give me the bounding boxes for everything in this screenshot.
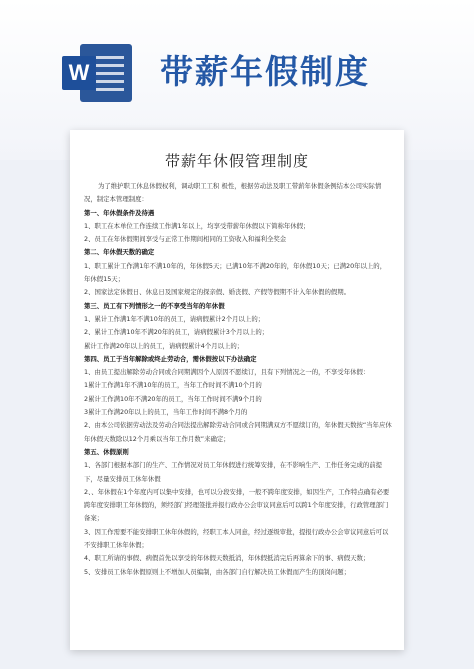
paragraph: 2、、年休假在1个年度内可以集中安排，也可以分段安排，一般不跨年度安排，如因生产，工作特点确有必要跨年度安排职工年休假的，须经部门经理签批并报行政办公会审议同意后可以跨1个年度安排，行政管理部门备案；: [84, 487, 390, 523]
document-page: [70, 130, 404, 650]
section-heading: 第三、员工有下列情形之一的不享受当年的年休假: [84, 301, 225, 310]
paragraph: 2、累计工作满10年不满20年的员工，请病假累计3个月以上的；: [84, 328, 269, 337]
paragraph: 累计工作满20年以上的员工，请病假累计4个月以上的；: [84, 341, 244, 350]
word-icon-line: [96, 64, 124, 67]
section-heading: 第一、年休假条件及待遇: [84, 208, 155, 217]
banner-title: 带薪年假制度: [160, 52, 370, 91]
paragraph: 5、安排员工休年休假原则上不增加人员编制，由各部门自行解决员工休假而产生的顶岗问题；: [84, 567, 351, 576]
paragraph: 1累计工作满1年不满10年的员工，当年工作时间不满10个月的: [84, 381, 262, 390]
word-icon-line: [96, 72, 124, 75]
paragraph: 3累计工作满20年以上的员工，当年工作时间不满8个月的: [84, 408, 248, 417]
word-icon-line: [96, 88, 124, 91]
paragraph: 1、职工累计工作满1年不满10年的，年休假5天；已满10年不满20年的，年休假10天；已满20年以上的，年休假15天；: [84, 261, 387, 284]
section-heading: 第五、休假原则: [84, 447, 129, 456]
header-banner: [0, 0, 474, 130]
document-body: [84, 180, 392, 579]
paragraph: 1、各部门根据本部门的生产、工作情况对员工年休假进行统筹安排，在不影响生产、工作任务完成的前提下，尽量安排员工休年休假: [84, 461, 383, 483]
paragraph: 1、累计工作满1年不满10年的员工，请病假累计2个月以上的；: [84, 314, 265, 323]
paragraph: 2累计工作满10年不满20年的员工，当年工作时间不满9个月的: [84, 394, 262, 403]
paragraph: 2、国家法定休假日、休息日及国家规定的探亲假、婚丧假、产假等假期不计入年休假的假期。: [84, 288, 351, 297]
paragraph: 为了维护职工休息休假权利，调动职工工积 极性，根据劳动法及职工带薪年休假条例结本公司实际情况，制定本管理制度：: [84, 182, 382, 204]
section-heading: 第二、年休假天数的确定: [84, 248, 155, 257]
paragraph: 3、因工作需要不能安排职工休年休假的，经职工本人同意，经过逐级审批，提报行政办公会审议同意后可以不安排职工休年休假；: [84, 527, 389, 550]
paragraph: 1、职工在本单位工作连续工作满1年以上，均享受带薪年休假以下简称年休假；: [84, 221, 310, 230]
word-icon-letter: W: [62, 56, 96, 90]
paragraph: 1、由员工提出解除劳动合同或合同期满因个人原因不愿续订，且有下列情况之一的，不享受年休假：: [84, 368, 370, 377]
word-document-icon: [62, 42, 134, 104]
section-heading: 第四、员工于当年解除或终止劳动合，需休假按以下办法确定: [84, 354, 257, 363]
word-icon-line: [96, 80, 124, 83]
paragraph: 2、由本公司依据劳动法及劳动合同法提出解除劳动合同或合同期满双方不愿续订的，年休假天数按“当年应休年休假天数除以12个月乘以当年工作月数”来确定；: [84, 421, 392, 443]
word-icon-line: [96, 56, 124, 59]
paragraph: 4、职工所请的事假、病假首先以享受的年休假天数抵消，年休假抵消完后再算余下的事、病假天数；: [84, 554, 370, 563]
document-title: 带薪年休假管理制度: [164, 152, 309, 170]
paragraph: 2、员工在年休假期间享受与正常工作期间相同的工资收入和福利全奖金: [84, 235, 287, 244]
